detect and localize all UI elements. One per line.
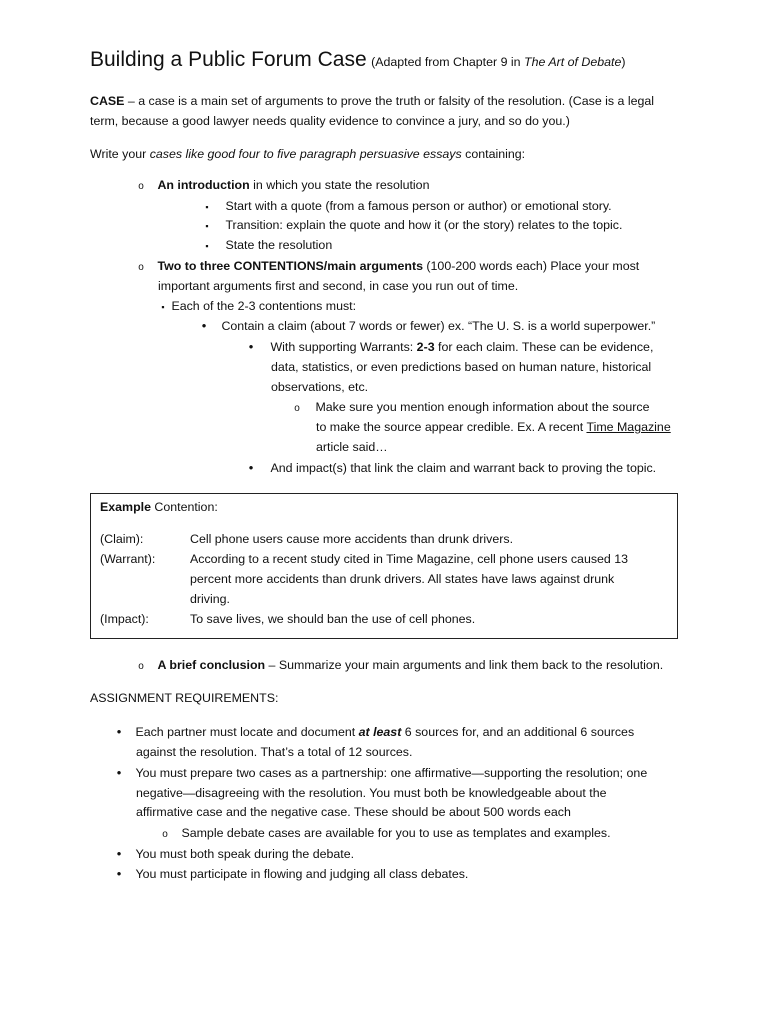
warrants-line-3: observations, etc. <box>271 380 369 394</box>
requirement-item: • Each partner must locate and document at least 6 sources for, and an additional 6 sources <box>112 722 634 742</box>
warrants-line-2: data, statistics, or even predictions based on human nature, historical <box>271 360 652 374</box>
outline-conclusion: o A brief conclusion – Summarize your main arguments and link them back to the resolution. <box>134 655 663 677</box>
requirements-heading: ASSIGNMENT REQUIREMENTS: <box>90 691 279 705</box>
intro-sub-item: ▪ Transition: explain the quote and how it (or the story) relates to the topic. <box>200 215 622 236</box>
outline-introduction: o An introduction in which you state the resolution <box>134 175 429 197</box>
time-magazine-reference: Time Magazine <box>586 420 671 434</box>
warrant-label: (Warrant): <box>100 552 156 566</box>
example-heading: Example Contention: <box>100 500 218 514</box>
bullet-icon: • <box>248 460 254 475</box>
circle-bullet-icon: o <box>162 829 168 840</box>
requirement-item: • You must both speak during the debate. <box>112 844 354 864</box>
example-warrant-row <box>100 549 628 569</box>
warrant-text-line-2: percent more accidents than drunk drivers. All states have laws against drunk <box>190 572 615 586</box>
circle-bullet-icon: o <box>138 262 144 273</box>
warrants-line-1: • With supporting Warrants: 2-3 for each claim. These can be evidence, <box>244 337 653 357</box>
requirement-sub-item: o Sample debate cases are available for you to use as templates and examples. <box>158 823 611 845</box>
intro-sub-item: ▪ State the resolution <box>200 235 332 256</box>
example-impact-row <box>100 609 475 629</box>
square-bullet-icon: ▪ <box>161 302 165 312</box>
impact-label: (Impact): <box>100 612 149 626</box>
outline-contentions: o Two to three CONTENTIONS/main arguments (100-200 words each) Place your most <box>134 256 639 278</box>
impact-line: • And impact(s) that link the claim and warrant back to proving the topic. <box>244 458 656 478</box>
claim-label: (Claim): <box>100 532 144 546</box>
source-line-3: article said… <box>316 440 388 454</box>
bullet-icon: • <box>116 866 122 881</box>
source-line-2: to make the source appear credible. Ex. A recent Time Magazine <box>316 420 671 434</box>
warrant-text-line-3: driving. <box>190 592 230 606</box>
warrant-text: According to a recent study cited in Time Magazine, cell phone users caused 13 <box>190 552 629 566</box>
example-claim-row <box>100 529 513 549</box>
square-bullet-icon: ▪ <box>205 241 209 251</box>
definition-line-2: term, because a good lawyer needs quality evidence to convince a jury, and so do you.) <box>90 114 570 128</box>
circle-bullet-icon: o <box>138 181 144 192</box>
requirement-item-line: negative—disagreeing with the resolution. You must both be knowledgeable about the <box>136 786 607 800</box>
each-must-line: ▪ Each of the 2-3 contentions must: <box>158 296 356 317</box>
bullet-icon: • <box>116 765 122 780</box>
intro-sub-item: ▪ Start with a quote (from a famous person or author) or emotional story. <box>200 196 612 217</box>
bullet-icon: • <box>201 318 207 333</box>
contentions-line-2: important arguments first and second, in case you run out of time. <box>158 279 519 293</box>
source-line-1: o Make sure you mention enough information about the source <box>290 397 650 419</box>
intro-line: Write your cases like good four to five paragraph persuasive essays containing: <box>90 147 526 161</box>
definition-line-1: CASE – a case is a main set of arguments to prove the truth or falsity of the resolution. (Case is a legal <box>90 94 655 108</box>
bullet-icon: • <box>116 724 122 739</box>
square-bullet-icon: ▪ <box>205 221 209 231</box>
circle-bullet-icon: o <box>138 661 144 672</box>
square-bullet-icon: ▪ <box>205 202 209 212</box>
title-subtitle: (Adapted from Chapter 9 in The Art of Debate) <box>371 55 626 69</box>
claim-text: Cell phone users cause more accidents than drunk drivers. <box>190 532 514 546</box>
definition-term: CASE <box>90 94 125 108</box>
title-main: Building a Public Forum Case <box>90 48 367 71</box>
impact-text: To save lives, we should ban the use of cell phones. <box>190 612 476 626</box>
requirement-item: • You must prepare two cases as a partnership: one affirmative—supporting the resolution; one <box>112 763 647 783</box>
circle-bullet-icon: o <box>294 403 300 414</box>
page-title <box>90 48 625 72</box>
requirement-item-line: affirmative case and the negative case. These should be about 500 words each <box>136 805 571 819</box>
requirement-item-line: against the resolution. That’s a total of 12 sources. <box>136 745 413 759</box>
bullet-icon: • <box>116 846 122 861</box>
example-contention-box <box>90 493 678 639</box>
claim-line: • Contain a claim (about 7 words or fewer) ex. “The U. S. is a world superpower.” <box>197 316 655 336</box>
requirement-item: • You must participate in flowing and judging all class debates. <box>112 864 468 884</box>
bullet-icon: • <box>248 339 254 354</box>
